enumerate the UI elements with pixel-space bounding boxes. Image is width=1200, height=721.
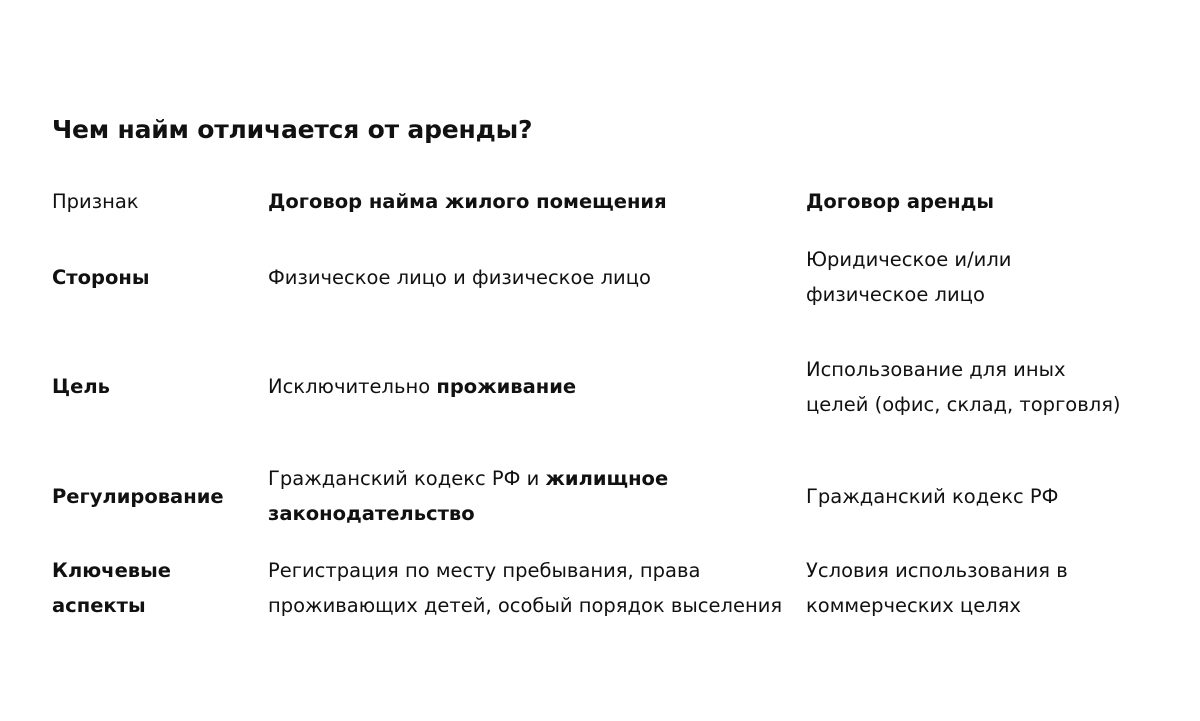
row-label: Регулирование [52, 484, 224, 508]
header-lease-contract: Договор аренды [806, 190, 995, 213]
comparison-table [52, 183, 1132, 623]
header-hire-contract: Договор найма жилого помещения [268, 190, 667, 213]
header-attribute: Признак [52, 190, 139, 213]
table-row [52, 531, 1132, 623]
hire-text: Гражданский кодекс РФ и [268, 467, 546, 490]
hire-cell [268, 439, 806, 531]
hire-cell [268, 531, 806, 623]
row-label: Цель [52, 375, 110, 398]
row-label: Ключевые аспекты [52, 559, 171, 617]
article-section [52, 113, 1152, 617]
hire-text: Исключительно [268, 375, 437, 398]
lease-cell: Юридическое и/или физическое лицо [806, 248, 1012, 306]
table-row [52, 312, 1132, 439]
lease-cell: Условия использования в коммерческих целях [806, 559, 1068, 617]
hire-emphasis: проживание [436, 375, 577, 398]
table-row [52, 220, 1132, 312]
lease-cell: Использование для иных целей (офис, склад, торговля) [806, 357, 1121, 416]
page-title: Чем найм отличается от аренды? [52, 115, 533, 144]
lease-cell: Гражданский кодекс РФ [806, 484, 1059, 508]
hire-emphasis: жилищное законодательство [268, 467, 669, 525]
hire-text: Физическое лицо и физическое лицо [268, 265, 651, 289]
table-row [52, 439, 1132, 531]
hire-cell [268, 220, 806, 312]
hire-cell [268, 312, 806, 439]
row-label: Стороны [52, 265, 150, 289]
hire-text: Регистрация по месту пребывания, права проживающих детей, особый порядок выселения [268, 559, 783, 617]
table-header-row [52, 183, 1132, 220]
